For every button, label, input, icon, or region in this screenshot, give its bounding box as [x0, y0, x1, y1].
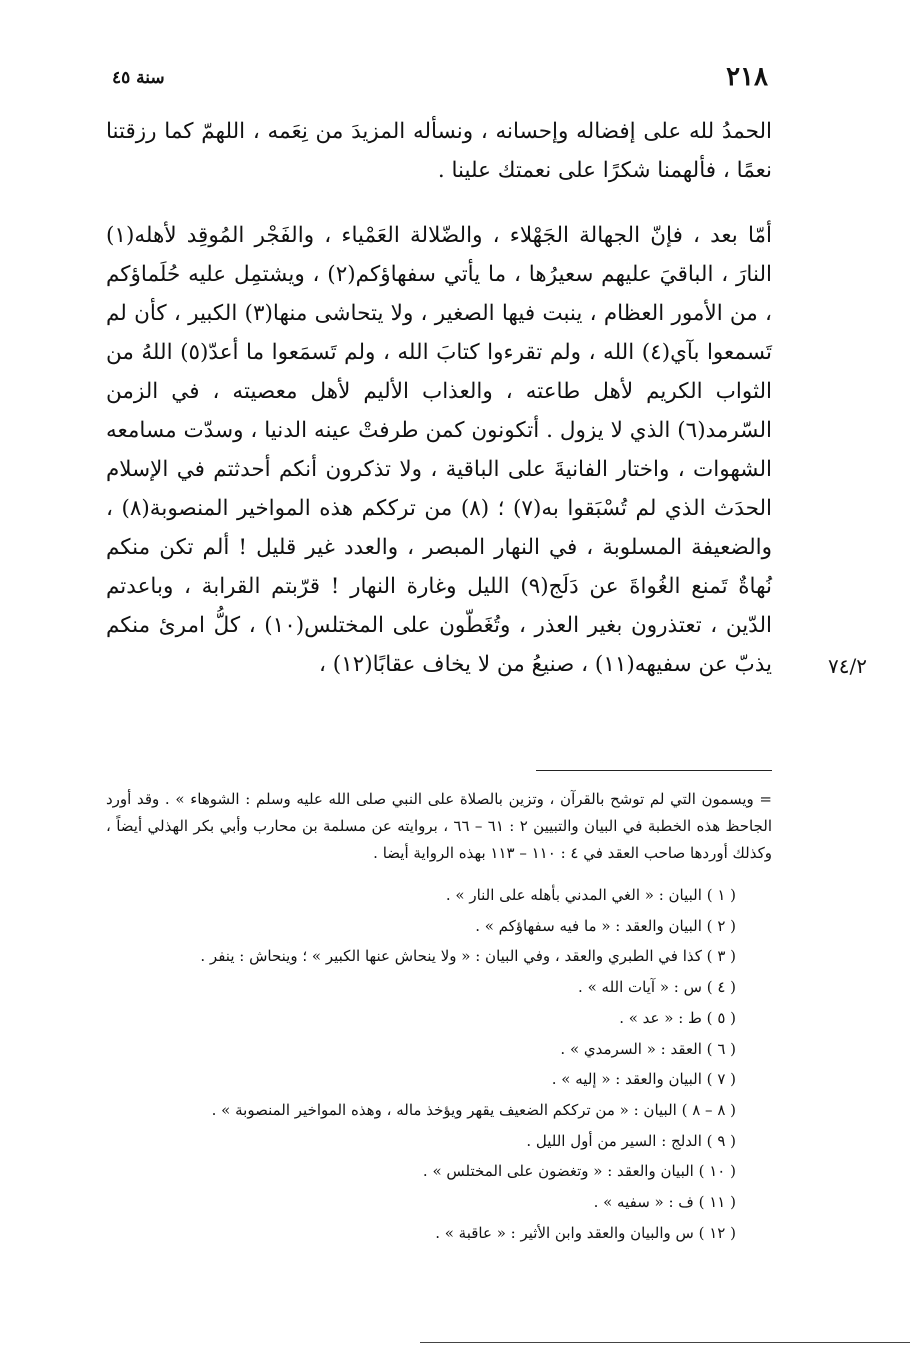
footnote-item: ( ١٠ ) البيان والعقد : « وتغضون على المختلس » .: [422, 1162, 736, 1181]
footnote-item: ( ١١ ) ف : « سفيه » .: [593, 1193, 736, 1212]
footnote-item: ( ٣ ) كذا في الطبري والعقد ، وفي البيان : « ولا ينحاش عنها الكبير » ؛ وينحاش : ينفر .: [200, 947, 736, 966]
page-header: [112, 62, 768, 96]
footnote-item: ( ١٢ ) س والبيان والعقد وابن الأثير : « عاقبة » .: [435, 1223, 736, 1242]
footnote-item: ( ٤ ) س : « آيات الله » .: [578, 978, 736, 997]
opening-paragraph: الحمدُ لله على إفضاله وإحسانه ، ونسأله المزيدَ من نِعَمه ، اللهمّ كما رزقتنا نعمًا ، فألهمنا شكرًا على نعمتك علينا .: [106, 119, 772, 183]
margin-reference: ٧٤/٢: [828, 654, 867, 678]
footnote-continuation: = ويسمون التي لم توشح بالقرآن ، وتزين بالصلاة على النبي صلى الله عليه وسلم : الشوهاء » . وقد أورد الجاحظ هذه الخطبة في البيان والتبيين ٢ : ٦١ – ٦٦ ، بروايته عن مسلمة بن محارب وأبي بكر الهذلي أيضاً ، وكذلك أوردها صاحب العقد في ٤ : ١١٠ – ١١٣ بهذه الرواية أيضا .: [106, 790, 772, 862]
footnote-item: ( ٥ ) ط : « عد » .: [619, 1008, 736, 1027]
footnote-item: ( ٨ – ٨ ) البيان : « من ترككم الضعيف يقهر ويؤخذ ماله ، وهذه المواخير المنصوبة » .: [211, 1100, 736, 1119]
year-label: سنة ٤٥: [112, 68, 165, 88]
footnote-item: ( ١ ) البيان : « الغي المدني بأهله على النار » .: [445, 886, 736, 904]
footnote-item: ( ٢ ) البيان والعقد : « ما فيه سفهاؤكم » .: [475, 916, 736, 935]
footnote-item: ( ٩ ) الدلج : السير من أول الليل .: [526, 1131, 736, 1150]
footnote-separator: [536, 770, 772, 771]
footnote-item: ( ٦ ) العقد : « السرمدي » .: [560, 1039, 736, 1058]
main-paragraph: أمّا بعد ، فإنّ الجهالة الجَهْلاء ، والضّلالة العَمْياء ، والفَجْر المُوقِد لأهله(١) النارَ ، الباقيَ عليهم سعيرُها ، ما يأتي سفهاؤكم(٢) ، ويشتمِل عليه حُلَماؤكم ، من الأمور العظام ، ينبت فيها الصغير ، ولا يتحاشى منها(٣) الكبير ، كأن لم تَسمعوا بآي(٤) الله ، ولم تقرءوا كتابَ الله ، ولم تَسمَعوا ما أعدّ(٥) اللهُ من الثواب الكريم لأهل طاعته ، والعذاب الأليم لأهل معصيته ، في الزمن السّرمد(٦) الذي لا يزول . أتكونون كمن طرفتْ عينه الدنيا ، وسدّت مسامعه الشهوات ، واختار الفانيةَ على الباقية ، ولا تذكرون أنكم أحدثتم في الإسلام الحدَث الذي لم تُسْبَقوا به(٧) ؛ (٨) من ترككم هذه المواخير المنصوبة(٨) ، والضعيفة المسلوبة ، في النهار المبصر ، والعدد غير قليل ! ألم تكن منكم نُهاةٌ تَمنع الغُواةَ عن دَلَج(٩) الليل وغارة النهار ! قرّبتم القرابة ، وباعدتم الدّين ، تعتذرون بغير العذر ، وتُغَطّون على المختلس(١٠) ، كلُّ امرئ منكم يذبّ عن سفيهه(١١) ، صنيعُ من لا يخاف عقابًا(١٢) ،: [106, 223, 773, 677]
page-number: ٢١٨: [726, 62, 768, 92]
page-bottom-line: [420, 1342, 910, 1343]
footnote-item: ( ٧ ) البيان والعقد : « إليه » .: [551, 1070, 736, 1089]
footnote-list: [106, 880, 736, 1248]
